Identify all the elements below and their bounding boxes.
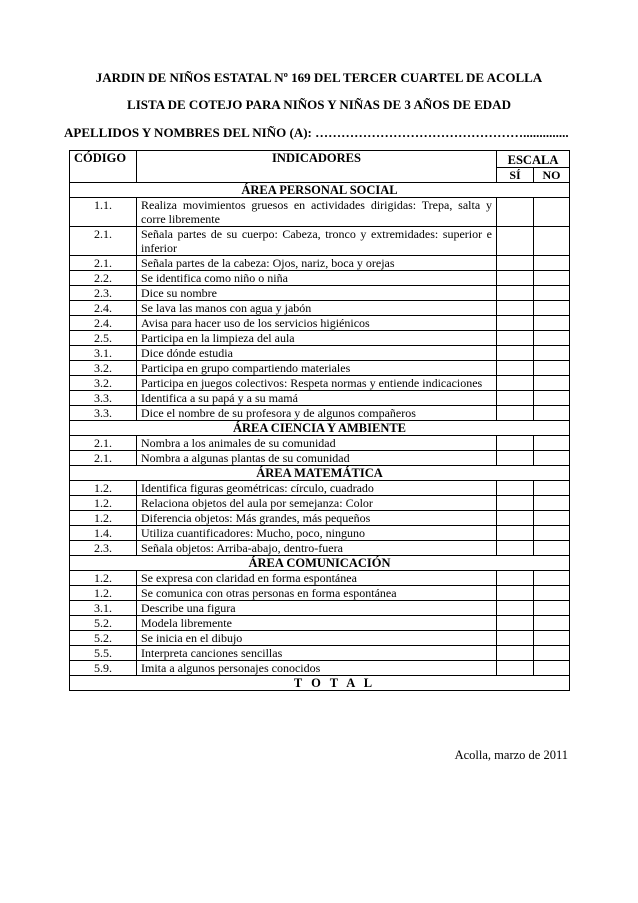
scale-no-cell[interactable] [534, 451, 570, 466]
scale-no-cell[interactable] [534, 198, 570, 227]
scale-yes-cell[interactable] [497, 361, 534, 376]
area-header-row [70, 421, 570, 436]
indicator-code: 5.2. [70, 616, 137, 631]
scale-yes-cell[interactable] [497, 198, 534, 227]
area-title: ÁREA CIENCIA Y AMBIENTE [70, 421, 570, 436]
scale-no-cell[interactable] [534, 406, 570, 421]
table-row [70, 406, 570, 421]
table-row [70, 331, 570, 346]
scale-yes-cell[interactable] [497, 316, 534, 331]
scale-no-cell[interactable] [534, 586, 570, 601]
area-header-row [70, 556, 570, 571]
table-row [70, 451, 570, 466]
indicator-text: Dice el nombre de su profesora y de algunos compañeros [137, 406, 497, 421]
indicator-text: Nombra a los animales de su comunidad [137, 436, 497, 451]
checklist-table [69, 150, 570, 691]
scale-yes-cell[interactable] [497, 406, 534, 421]
total-cell [70, 676, 570, 691]
scale-yes-cell[interactable] [497, 451, 534, 466]
indicator-code: 2.5. [70, 331, 137, 346]
indicator-code: 2.1. [70, 436, 137, 451]
indicator-text: Identifica figuras geométricas: círculo, cuadrado [137, 481, 497, 496]
column-header-indicators: INDICADORES [137, 151, 497, 183]
scale-no-cell[interactable] [534, 511, 570, 526]
indicator-text: Avisa para hacer uso de los servicios higiénicos [137, 316, 497, 331]
table-row [70, 661, 570, 676]
indicator-code: 2.1. [70, 227, 137, 256]
table-row [70, 316, 570, 331]
scale-no-cell[interactable] [534, 541, 570, 556]
indicator-code: 3.3. [70, 391, 137, 406]
table-row [70, 481, 570, 496]
indicator-text: Se identifica como niño o niña [137, 271, 497, 286]
scale-no-cell[interactable] [534, 436, 570, 451]
indicator-code: 5.2. [70, 631, 137, 646]
table-row [70, 391, 570, 406]
indicator-text: Imita a algunos personajes conocidos [137, 661, 497, 676]
scale-yes-cell[interactable] [497, 496, 534, 511]
scale-yes-cell[interactable] [497, 616, 534, 631]
table-row [70, 227, 570, 256]
scale-yes-cell[interactable] [497, 436, 534, 451]
indicator-text: Dice dónde estudia [137, 346, 497, 361]
scale-no-cell[interactable] [534, 661, 570, 676]
place-date: Acolla, marzo de 2011 [454, 748, 568, 762]
scale-yes-cell[interactable] [497, 346, 534, 361]
scale-yes-cell[interactable] [497, 586, 534, 601]
scale-no-cell[interactable] [534, 496, 570, 511]
indicator-code: 1.2. [70, 511, 137, 526]
indicator-code: 1.2. [70, 586, 137, 601]
scale-no-cell[interactable] [534, 526, 570, 541]
indicator-code: 3.1. [70, 601, 137, 616]
indicator-text: Diferencia objetos: Más grandes, más pequeños [137, 511, 497, 526]
indicator-text: Participa en la limpieza del aula [137, 331, 497, 346]
scale-yes-cell[interactable] [497, 541, 534, 556]
indicator-text: Relaciona objetos del aula por semejanza: Color [137, 496, 497, 511]
indicator-code: 2.1. [70, 256, 137, 271]
indicator-code: 1.2. [70, 571, 137, 586]
indicator-text: Se comunica con otras personas en forma espontánea [137, 586, 497, 601]
indicator-text: Señala partes de su cuerpo: Cabeza, tronco y extremidades: superior e inferior [137, 227, 497, 256]
area-title: ÁREA MATEMÁTICA [70, 466, 570, 481]
table-body [70, 183, 570, 691]
scale-yes-cell[interactable] [497, 391, 534, 406]
total-label: T O T A L [293, 676, 376, 690]
area-title: ÁREA PERSONAL SOCIAL [70, 183, 570, 198]
indicator-text: Interpreta canciones sencillas [137, 646, 497, 661]
area-title: ÁREA COMUNICACIÓN [70, 556, 570, 571]
scale-no-cell[interactable] [534, 361, 570, 376]
indicator-code: 2.1. [70, 451, 137, 466]
indicator-code: 3.2. [70, 376, 137, 391]
indicator-code: 3.3. [70, 406, 137, 421]
table-row [70, 346, 570, 361]
scale-no-cell[interactable] [534, 301, 570, 316]
indicator-code: 3.2. [70, 361, 137, 376]
indicator-code: 1.1. [70, 198, 137, 227]
indicator-text: Dice su nombre [137, 286, 497, 301]
indicator-code: 1.2. [70, 496, 137, 511]
scale-yes-cell[interactable] [497, 601, 534, 616]
table-row [70, 646, 570, 661]
column-header-yes: SÍ [497, 168, 534, 183]
indicator-text: Realiza movimientos gruesos en actividades dirigidas: Trepa, salta y corre libremente [137, 198, 497, 227]
scale-yes-cell[interactable] [497, 511, 534, 526]
scale-no-cell[interactable] [534, 571, 570, 586]
table-row [70, 631, 570, 646]
area-header-row [70, 466, 570, 481]
scale-yes-cell[interactable] [497, 646, 534, 661]
document-subtitle: LISTA DE COTEJO PARA NIÑOS Y NIÑAS DE 3 AÑOS DE EDAD [127, 97, 511, 112]
indicator-text: Describe una figura [137, 601, 497, 616]
table-row [70, 601, 570, 616]
column-header-scale: ESCALA [497, 151, 570, 168]
indicator-text: Modela libremente [137, 616, 497, 631]
table-row [70, 511, 570, 526]
document-title: JARDIN DE NIÑOS ESTATAL Nº 169 DEL TERCER CUARTEL DE ACOLLA [95, 70, 543, 85]
table-row [70, 301, 570, 316]
scale-no-cell[interactable] [534, 316, 570, 331]
table-row [70, 541, 570, 556]
scale-yes-cell[interactable] [497, 661, 534, 676]
scale-no-cell[interactable] [534, 286, 570, 301]
indicator-text: Señala partes de la cabeza: Ojos, nariz, boca y orejas [137, 256, 497, 271]
table-row [70, 376, 570, 391]
table-row [70, 271, 570, 286]
scale-yes-cell[interactable] [497, 286, 534, 301]
indicator-code: 3.1. [70, 346, 137, 361]
indicator-code: 2.2. [70, 271, 137, 286]
indicator-text: Identifica a su papá y a su mamá [137, 391, 497, 406]
indicator-text: Utiliza cuantificadores: Mucho, poco, ninguno [137, 526, 497, 541]
scale-no-cell[interactable] [534, 646, 570, 661]
indicator-code: 5.5. [70, 646, 137, 661]
scale-yes-cell[interactable] [497, 331, 534, 346]
scale-yes-cell[interactable] [497, 256, 534, 271]
scale-yes-cell[interactable] [497, 271, 534, 286]
scale-no-cell[interactable] [534, 481, 570, 496]
column-header-code: CÓDIGO [70, 151, 137, 183]
indicator-text: Se inicia en el dibujo [137, 631, 497, 646]
indicator-code: 2.4. [70, 316, 137, 331]
table-row [70, 256, 570, 271]
scale-yes-cell[interactable] [497, 631, 534, 646]
column-header-no: NO [534, 168, 570, 183]
scale-no-cell[interactable] [534, 601, 570, 616]
scale-yes-cell[interactable] [497, 227, 534, 256]
scale-no-cell[interactable] [534, 346, 570, 361]
scale-no-cell[interactable] [534, 631, 570, 646]
indicator-code: 1.4. [70, 526, 137, 541]
scale-yes-cell[interactable] [497, 571, 534, 586]
indicator-text: Señala objetos: Arriba-abajo, dentro-fuera [137, 541, 497, 556]
scale-no-cell[interactable] [534, 616, 570, 631]
scale-no-cell[interactable] [534, 271, 570, 286]
table-row [70, 571, 570, 586]
indicator-text: Se expresa con claridad en forma espontánea [137, 571, 497, 586]
indicator-text: Nombra a algunas plantas de su comunidad [137, 451, 497, 466]
scale-no-cell[interactable] [534, 376, 570, 391]
table-row [70, 436, 570, 451]
table-row [70, 361, 570, 376]
scale-no-cell[interactable] [534, 331, 570, 346]
scale-yes-cell[interactable] [497, 301, 534, 316]
scale-no-cell[interactable] [534, 227, 570, 256]
total-row [70, 676, 570, 691]
scale-no-cell[interactable] [534, 391, 570, 406]
indicator-text: Se lava las manos con agua y jabón [137, 301, 497, 316]
scale-yes-cell[interactable] [497, 481, 534, 496]
table-row [70, 286, 570, 301]
table-row [70, 586, 570, 601]
table-row [70, 198, 570, 227]
table-header-row [70, 151, 570, 168]
indicator-text: Participa en grupo compartiendo materiales [137, 361, 497, 376]
indicator-code: 1.2. [70, 481, 137, 496]
area-header-row [70, 183, 570, 198]
indicator-code: 2.3. [70, 541, 137, 556]
scale-yes-cell[interactable] [497, 376, 534, 391]
scale-yes-cell[interactable] [497, 526, 534, 541]
student-name-line: APELLIDOS Y NOMBRES DEL NIÑO (A): ………………………………………….............. [64, 125, 569, 140]
indicator-code: 2.3. [70, 286, 137, 301]
table-row [70, 616, 570, 631]
indicator-code: 5.9. [70, 661, 137, 676]
table-row [70, 496, 570, 511]
table-row [70, 526, 570, 541]
scale-no-cell[interactable] [534, 256, 570, 271]
indicator-code: 2.4. [70, 301, 137, 316]
indicator-text: Participa en juegos colectivos: Respeta normas y entiende indicaciones [137, 376, 497, 391]
